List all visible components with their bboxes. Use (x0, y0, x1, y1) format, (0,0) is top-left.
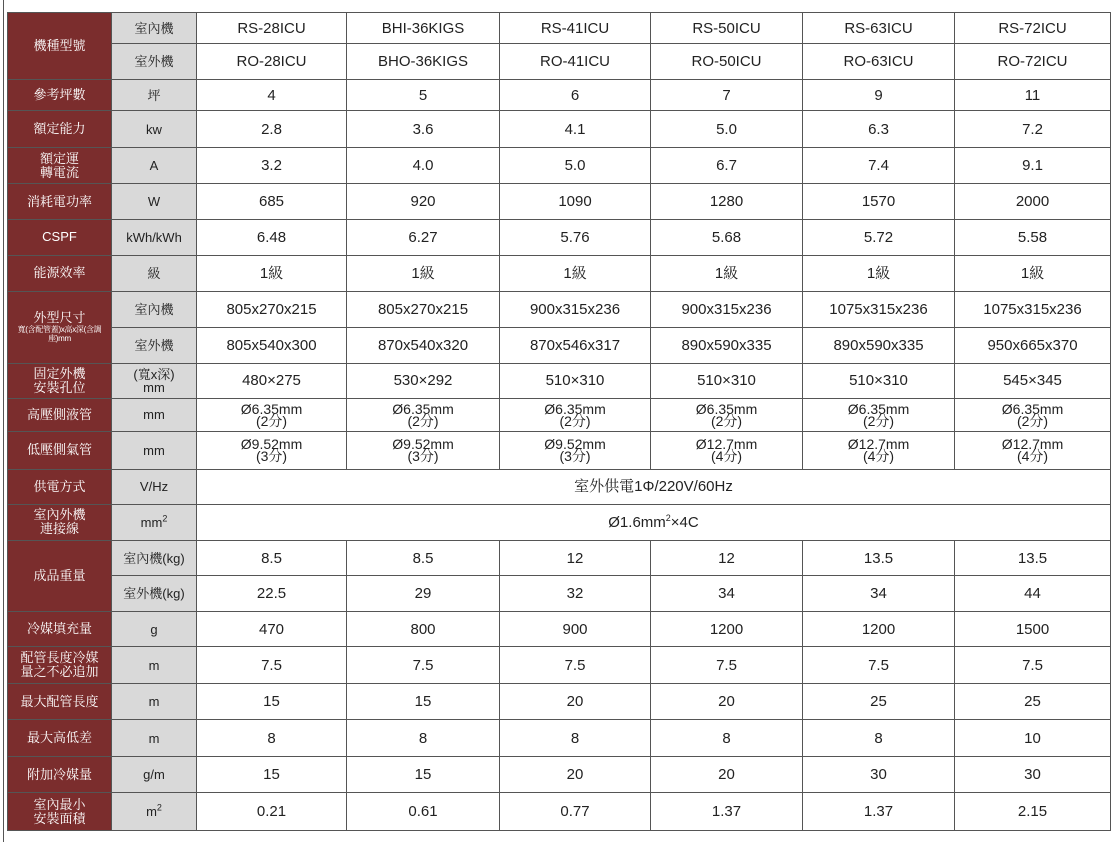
table-row (8, 611, 1111, 646)
cell-indoor-model: RS-50ICU (651, 13, 803, 44)
value-cell: 1級 (500, 256, 651, 291)
cell-outdoor-model: BHO-36KIGS (347, 44, 500, 79)
value-cell (347, 399, 500, 431)
value-cell: 900x315x236 (500, 291, 651, 327)
unit-cell: 級 (112, 256, 197, 291)
value-cell: 7.5 (803, 647, 955, 683)
value-cell: 34 (651, 576, 803, 611)
value-cell: 805x540x300 (197, 328, 347, 363)
value-cell: 6 (500, 79, 651, 110)
value-cell (651, 431, 803, 470)
value-cell: 1級 (197, 256, 347, 291)
cell-indoor-model: RS-28ICU (197, 13, 347, 44)
value-cell: 4.1 (500, 111, 651, 147)
value-cell: 1075x315x236 (955, 291, 1111, 327)
unit-cell (112, 793, 197, 831)
value-cell: 685 (197, 184, 347, 219)
cell-outdoor-model: RO-50ICU (651, 44, 803, 79)
value-cell: 20 (651, 683, 803, 719)
pipe-size: Ø12.7mm (847, 436, 910, 453)
table-row (8, 647, 1111, 683)
unit-indoor: 室內機 (112, 291, 197, 327)
wiring-size: Ø1.6mm (608, 513, 666, 531)
value-cell (197, 399, 347, 431)
unit-outdoor: 室外機 (112, 44, 197, 79)
unit-cell: mm (112, 431, 197, 470)
unit-cell (112, 504, 197, 540)
value-cell: 1級 (347, 256, 500, 291)
unit-outdoor: 室外機(kg) (112, 576, 197, 611)
table-row (8, 256, 1111, 291)
pipe-size: Ø12.7mm (1001, 436, 1064, 453)
unit-cell: m (112, 647, 197, 683)
unit-text: mm (140, 514, 163, 530)
pipe-size: Ø9.52mm (544, 436, 606, 453)
table-row (8, 363, 1111, 398)
unit-indoor: 室內機(kg) (112, 541, 197, 576)
row-label-weight: 成品重量 (8, 541, 112, 612)
row-label: 最大配管長度 (8, 683, 112, 719)
row-label: 參考坪數 (8, 79, 112, 110)
row-label: 供電方式 (8, 470, 112, 504)
value-cell: 8 (500, 720, 651, 756)
unit-indoor: 室內機 (112, 13, 197, 44)
value-cell: 15 (197, 756, 347, 792)
cell-indoor-model: RS-63ICU (803, 13, 955, 44)
value-cell: 30 (955, 756, 1111, 792)
value-cell: 1.37 (651, 793, 803, 831)
value-cell: 1200 (803, 611, 955, 646)
value-cell: 8 (651, 720, 803, 756)
table-row (8, 720, 1111, 756)
pipe-fraction: (2分) (862, 412, 895, 429)
value-cell: 480×275 (197, 363, 347, 398)
unit-cell: m (112, 720, 197, 756)
value-cell: 8 (803, 720, 955, 756)
table-row (8, 683, 1111, 719)
table-row (8, 399, 1111, 431)
value-cell: 7.5 (197, 647, 347, 683)
value-cell: 15 (197, 683, 347, 719)
value-cell: 510×310 (651, 363, 803, 398)
row-label-line: 轉電流 (39, 164, 79, 180)
value-cell: 29 (347, 576, 500, 611)
value-cell: 805x270x215 (347, 291, 500, 327)
pipe-size: Ø6.35mm (695, 400, 758, 417)
cell-indoor-model: RS-72ICU (955, 13, 1111, 44)
value-cell (955, 431, 1111, 470)
cell-outdoor-model: RO-28ICU (197, 44, 347, 79)
value-cell (803, 399, 955, 431)
value-cell (347, 431, 500, 470)
value-cell: 900x315x236 (651, 291, 803, 327)
row-label (8, 793, 112, 831)
table-row (8, 79, 1111, 110)
value-cell: 7 (651, 79, 803, 110)
value-cell: 2.8 (197, 111, 347, 147)
table-row (8, 470, 1111, 504)
row-label-line: 安裝面積 (33, 810, 86, 826)
row-label: 低壓側氣管 (8, 431, 112, 470)
power-supply-value: 室外供電1Φ/220V/60Hz (197, 470, 1111, 504)
value-cell: 25 (803, 683, 955, 719)
value-cell: 7.5 (500, 647, 651, 683)
value-cell: 890x590x335 (803, 328, 955, 363)
row-label: 高壓側液管 (8, 399, 112, 431)
value-cell: 3.2 (197, 147, 347, 183)
value-cell (197, 431, 347, 470)
pipe-fraction: (2分) (255, 412, 288, 429)
value-cell (500, 431, 651, 470)
value-cell: 2000 (955, 184, 1111, 219)
pipe-size: Ø6.35mm (1001, 400, 1064, 417)
value-cell: 510×310 (803, 363, 955, 398)
value-cell: 0.61 (347, 793, 500, 831)
row-label-line: 量之不必追加 (20, 664, 99, 680)
row-label-line: 外型尺寸 (33, 310, 86, 326)
table-row (8, 291, 1111, 327)
value-cell: 12 (500, 541, 651, 576)
value-cell: 5.76 (500, 219, 651, 255)
value-cell: 1.37 (803, 793, 955, 831)
row-label: 消耗電功率 (8, 184, 112, 219)
table-row (8, 793, 1111, 831)
value-cell: 11 (955, 79, 1111, 110)
row-label (8, 147, 112, 183)
value-cell: 900 (500, 611, 651, 646)
value-cell: 13.5 (803, 541, 955, 576)
row-label: CSPF (8, 219, 112, 255)
value-cell (955, 399, 1111, 431)
value-cell: 9.1 (955, 147, 1111, 183)
unit-cell: kWh/kWh (112, 219, 197, 255)
pipe-size: Ø6.35mm (544, 400, 606, 417)
value-cell: 1級 (955, 256, 1111, 291)
row-label: 冷媒填充量 (8, 611, 112, 646)
cell-outdoor-model: RO-41ICU (500, 44, 651, 79)
cell-outdoor-model: RO-63ICU (803, 44, 955, 79)
value-cell: 800 (347, 611, 500, 646)
value-cell: 4 (197, 79, 347, 110)
unit-cell: kw (112, 111, 197, 147)
value-cell: 34 (803, 576, 955, 611)
unit-line: mm (143, 379, 165, 395)
value-cell: 805x270x215 (197, 291, 347, 327)
table-row (8, 328, 1111, 363)
value-cell: 2.15 (955, 793, 1111, 831)
table-row (8, 504, 1111, 540)
unit-cell: m (112, 683, 197, 719)
unit-line: (寬x深) (133, 366, 175, 382)
value-cell: 870x540x320 (347, 328, 500, 363)
pipe-size: Ø6.35mm (392, 400, 454, 417)
pipe-fraction: (4分) (862, 448, 895, 465)
value-cell: 6.7 (651, 147, 803, 183)
pipe-fraction: (3分) (407, 448, 439, 465)
value-cell: 8.5 (347, 541, 500, 576)
value-cell: 7.5 (651, 647, 803, 683)
row-label-line: 室內外機 (33, 507, 86, 523)
pipe-fraction: (4分) (710, 448, 743, 465)
value-cell: 1280 (651, 184, 803, 219)
unit-text: m (146, 804, 157, 820)
pipe-size: Ø6.35mm (240, 400, 303, 417)
row-label-line: 固定外機 (33, 365, 86, 381)
row-label-model: 機種型號 (8, 13, 112, 80)
value-cell: 890x590x335 (651, 328, 803, 363)
table-row (8, 184, 1111, 219)
row-label-line: 配管長度冷媒 (20, 650, 99, 666)
row-label: 最大高低差 (8, 720, 112, 756)
value-cell: 4.0 (347, 147, 500, 183)
row-label-line: 室內最小 (33, 796, 86, 812)
spec-table (7, 12, 1111, 831)
wiring-value (197, 504, 1111, 540)
wiring-superscript: 2 (665, 512, 671, 523)
value-cell: 13.5 (955, 541, 1111, 576)
value-cell: 0.77 (500, 793, 651, 831)
table-row (8, 44, 1111, 79)
value-cell: 20 (500, 756, 651, 792)
value-cell: 6.3 (803, 111, 955, 147)
unit-cell (112, 363, 197, 398)
value-cell: 15 (347, 756, 500, 792)
value-cell: 1500 (955, 611, 1111, 646)
value-cell: 8 (197, 720, 347, 756)
table-row (8, 13, 1111, 44)
value-cell: 9 (803, 79, 955, 110)
value-cell: 545×345 (955, 363, 1111, 398)
cell-indoor-model: BHI-36KIGS (347, 13, 500, 44)
value-cell (803, 431, 955, 470)
row-label: 附加冷媒量 (8, 756, 112, 792)
pipe-size: Ø9.52mm (392, 436, 454, 453)
value-cell: 0.21 (197, 793, 347, 831)
value-cell: 7.4 (803, 147, 955, 183)
value-cell: 20 (500, 683, 651, 719)
value-cell: 1200 (651, 611, 803, 646)
unit-superscript: 2 (162, 513, 168, 524)
row-label-subline: 寬(含配管蓋)x高x深(含調座)mm (17, 325, 102, 344)
value-cell: 530×292 (347, 363, 500, 398)
unit-outdoor: 室外機 (112, 328, 197, 363)
unit-cell: W (112, 184, 197, 219)
pipe-size: Ø6.35mm (847, 400, 910, 417)
value-cell: 5.72 (803, 219, 955, 255)
pipe-fraction: (2分) (407, 412, 439, 429)
value-cell: 7.5 (955, 647, 1111, 683)
value-cell: 3.6 (347, 111, 500, 147)
value-cell: 5.68 (651, 219, 803, 255)
value-cell: 870x546x317 (500, 328, 651, 363)
cell-indoor-model: RS-41ICU (500, 13, 651, 44)
value-cell: 6.48 (197, 219, 347, 255)
value-cell: 950x665x370 (955, 328, 1111, 363)
row-label (8, 363, 112, 398)
value-cell: 7.2 (955, 111, 1111, 147)
value-cell: 6.27 (347, 219, 500, 255)
value-cell: 30 (803, 756, 955, 792)
table-row (8, 111, 1111, 147)
value-cell: 12 (651, 541, 803, 576)
row-label-dimensions (8, 291, 112, 363)
unit-cell: g (112, 611, 197, 646)
value-cell: 470 (197, 611, 347, 646)
left-border-line (3, 0, 4, 842)
value-cell: 44 (955, 576, 1111, 611)
value-cell: 920 (347, 184, 500, 219)
table-row (8, 576, 1111, 611)
unit-cell: mm (112, 399, 197, 431)
row-label: 能源效率 (8, 256, 112, 291)
row-label-line: 安裝孔位 (33, 379, 86, 395)
table-row (8, 431, 1111, 470)
value-cell: 1090 (500, 184, 651, 219)
pipe-fraction: (3分) (255, 448, 288, 465)
pipe-fraction: (3分) (559, 448, 591, 465)
value-cell (500, 399, 651, 431)
value-cell: 1級 (803, 256, 955, 291)
value-cell (651, 399, 803, 431)
unit-superscript: 2 (156, 802, 162, 813)
unit-cell: V/Hz (112, 470, 197, 504)
unit-cell: 坪 (112, 79, 197, 110)
value-cell: 5.0 (651, 111, 803, 147)
unit-cell: A (112, 147, 197, 183)
value-cell: 32 (500, 576, 651, 611)
value-cell: 5 (347, 79, 500, 110)
value-cell: 1級 (651, 256, 803, 291)
pipe-fraction: (2分) (710, 412, 743, 429)
value-cell: 1570 (803, 184, 955, 219)
pipe-size: Ø12.7mm (695, 436, 758, 453)
pipe-fraction: (4分) (1016, 448, 1049, 465)
value-cell: 15 (347, 683, 500, 719)
pipe-fraction: (2分) (1016, 412, 1049, 429)
value-cell: 10 (955, 720, 1111, 756)
pipe-size: Ø9.52mm (240, 436, 303, 453)
value-cell: 22.5 (197, 576, 347, 611)
cell-outdoor-model: RO-72ICU (955, 44, 1111, 79)
value-cell: 5.0 (500, 147, 651, 183)
table-row (8, 147, 1111, 183)
table-row (8, 541, 1111, 576)
row-label-line: 額定運 (39, 150, 79, 166)
unit-cell: g/m (112, 756, 197, 792)
row-label (8, 647, 112, 683)
pipe-fraction: (2分) (559, 412, 591, 429)
table-row (8, 756, 1111, 792)
value-cell: 510×310 (500, 363, 651, 398)
value-cell: 25 (955, 683, 1111, 719)
value-cell: 20 (651, 756, 803, 792)
table-row (8, 219, 1111, 255)
row-label (8, 504, 112, 540)
row-label-line: 連接線 (39, 521, 79, 537)
value-cell: 8 (347, 720, 500, 756)
value-cell: 1075x315x236 (803, 291, 955, 327)
value-cell: 5.58 (955, 219, 1111, 255)
wiring-count: ×4C (670, 513, 699, 531)
value-cell: 7.5 (347, 647, 500, 683)
row-label: 額定能力 (8, 111, 112, 147)
value-cell: 8.5 (197, 541, 347, 576)
